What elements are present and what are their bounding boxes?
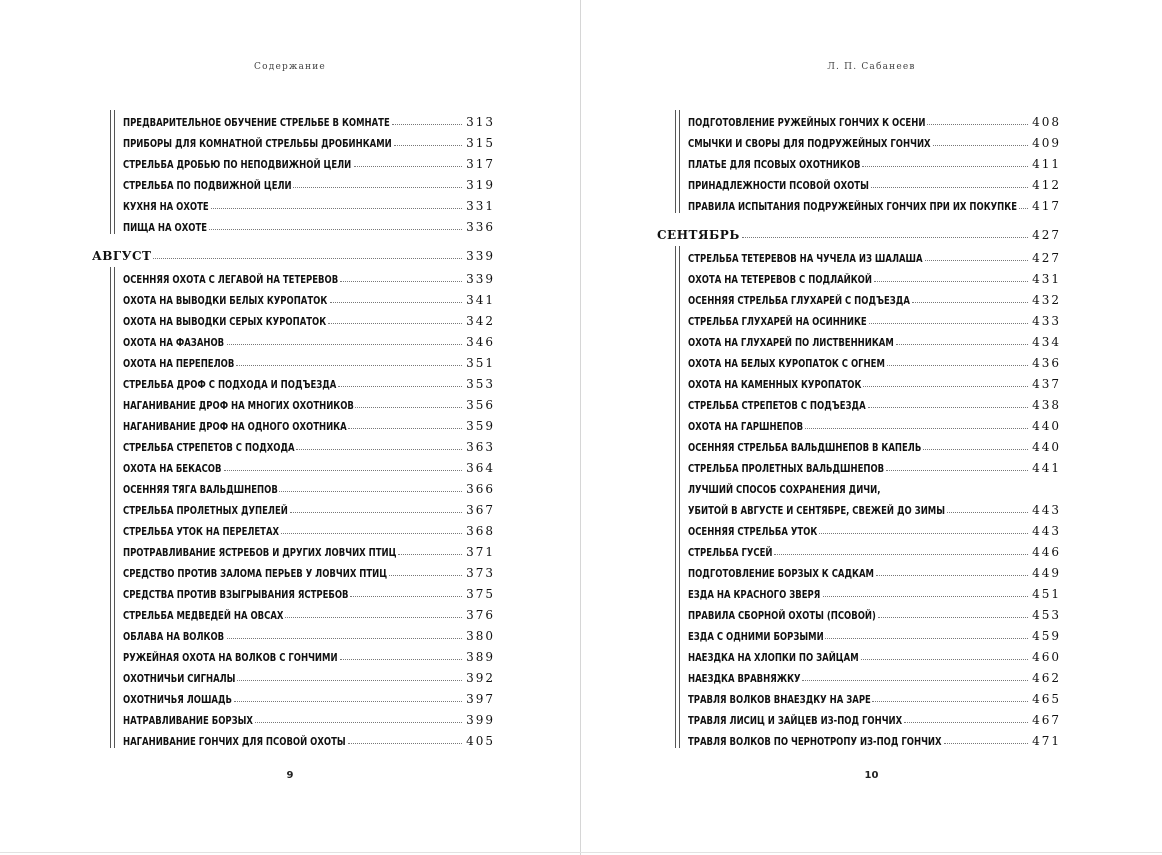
entry-title: ТРАВЛЯ ЛИСИЦ И ЗАЙЦЕВ ИЗ-ПОД ГОНЧИХ <box>688 715 903 727</box>
toc-entry <box>123 559 495 580</box>
toc-entry <box>123 433 495 454</box>
dot-leader <box>944 743 1029 744</box>
entry-title: ЕЗДА НА КРАСНОГО ЗВЕРЯ <box>688 589 821 601</box>
entry-title: НАГАНИВАНИЕ ДРОФ НА ОДНОГО ОХОТНИКА <box>123 421 347 433</box>
entry-page-number: 433 <box>1032 314 1061 328</box>
toc-entry <box>123 150 495 171</box>
entry-title: ОХОТА НА БЕЛЫХ КУРОПАТОК С ОГНЕМ <box>688 358 885 370</box>
entry-page-number: 449 <box>1032 566 1061 580</box>
entry-title: СТРЕЛЬБА ПРОЛЕТНЫХ ВАЛЬДШНЕПОВ <box>688 463 885 475</box>
dot-leader <box>925 260 1028 261</box>
toc-entry <box>688 706 1061 727</box>
entry-page-number: 462 <box>1032 671 1061 685</box>
toc-entry <box>123 307 495 328</box>
entry-page-number: 319 <box>466 178 495 192</box>
toc-entry <box>123 685 495 706</box>
entry-title: ОХОТНИЧЬЯ ЛОШАДЬ <box>123 694 232 706</box>
entry-title: ПОДГОТОВЛЕНИЕ РУЖЕЙНЫХ ГОНЧИХ К ОСЕНИ <box>688 117 926 129</box>
dot-leader <box>874 281 1028 282</box>
toc-entry <box>688 349 1061 370</box>
toc-entry <box>688 433 1061 454</box>
entry-title: ОХОТА НА ГАРШНЕПОВ <box>688 421 804 433</box>
entry-title: ОХОТА НА ПЕРЕПЕЛОВ <box>123 358 235 370</box>
dot-leader <box>224 470 463 471</box>
toc-entry <box>123 213 495 234</box>
entry-title: СТРЕЛЬБА ДРОБЬЮ ПО НЕПОДВИЖНОЙ ЦЕЛИ <box>123 159 352 171</box>
dot-leader <box>153 258 462 259</box>
entry-title: СМЫЧКИ И СВОРЫ ДЛЯ ПОДРУЖЕЙНЫХ ГОНЧИХ <box>688 138 931 150</box>
entry-page-number: 375 <box>466 587 495 601</box>
page-edge <box>0 852 1162 853</box>
toc-entry <box>123 643 495 664</box>
dot-leader <box>904 722 1028 723</box>
entry-page-number: 367 <box>466 503 495 517</box>
entry-title: СТРЕЛЬБА ПО ПОДВИЖНОЙ ЦЕЛИ <box>123 180 292 192</box>
entry-title: ПРИНАДЛЕЖНОСТИ ПСОВОЙ ОХОТЫ <box>688 180 869 192</box>
toc-entry <box>688 622 1061 643</box>
entry-title: УБИТОЙ В АВГУСТЕ И СЕНТЯБРЕ, СВЕЖЕЙ ДО ЗИМЫ <box>688 505 946 517</box>
entry-title: ОХОТА НА ВЫВОДКИ БЕЛЫХ КУРОПАТОК <box>123 295 328 307</box>
dot-leader <box>742 237 1028 238</box>
toc-entry <box>123 192 495 213</box>
toc-entry <box>123 412 495 433</box>
dot-leader <box>338 386 462 387</box>
dot-leader <box>290 512 462 513</box>
entry-title: ОСЕННЯЯ СТРЕЛЬБА ГЛУХАРЕЙ С ПОДЪЕЗДА <box>688 295 910 307</box>
right-page <box>581 0 1162 855</box>
entry-page-number: 368 <box>466 524 495 538</box>
entry-page-number: 373 <box>466 566 495 580</box>
toc-entry <box>688 328 1061 349</box>
entry-page-number: 467 <box>1032 713 1061 727</box>
toc-section-heading <box>92 242 495 263</box>
entry-title: ОСЕННЯЯ ТЯГА ВАЛЬДШНЕПОВ <box>123 484 278 496</box>
toc-entry <box>688 664 1061 685</box>
toc-entry <box>688 601 1061 622</box>
dot-leader <box>394 145 462 146</box>
entry-title: НАЕЗДКА НА ХЛОПКИ ПО ЗАЙЦАМ <box>688 652 859 664</box>
entry-page-number: 353 <box>466 377 495 391</box>
entry-title: КУХНЯ НА ОХОТЕ <box>123 201 209 213</box>
entry-title: ПРАВИЛА ИСПЫТАНИЯ ПОДРУЖЕЙНЫХ ГОНЧИХ ПРИ ИХ ПОКУПКЕ <box>688 201 1017 213</box>
entry-page-number: 408 <box>1032 115 1061 129</box>
toc-entry <box>123 664 495 685</box>
entry-page-number: 339 <box>466 272 495 286</box>
entry-title: ОСЕННЯЯ СТРЕЛЬБА УТОК <box>688 526 818 538</box>
toc-entry <box>123 454 495 475</box>
entry-page-number: 331 <box>466 199 495 213</box>
entry-title: СТРЕЛЬБА СТРЕПЕТОВ С ПОДХОДА <box>123 442 295 454</box>
entry-page-number: 397 <box>466 692 495 706</box>
dot-leader <box>871 187 1028 188</box>
entry-title: СТРЕЛЬБА ГЛУХАРЕЙ НА ОСИННИКЕ <box>688 316 867 328</box>
page-number: 9 <box>286 770 294 781</box>
dot-leader <box>862 166 1028 167</box>
entry-page-number: 411 <box>1032 157 1061 171</box>
entry-title: ОХОТА НА ГЛУХАРЕЙ ПО ЛИСТВЕННИКАМ <box>688 337 894 349</box>
dot-leader <box>236 365 462 366</box>
entry-page-number: 438 <box>1032 398 1061 412</box>
toc-entry <box>123 538 495 559</box>
entry-page-number: 313 <box>466 115 495 129</box>
entry-page-number: 465 <box>1032 692 1061 706</box>
entry-title: АВГУСТ <box>92 249 152 263</box>
dot-leader <box>227 344 463 345</box>
entry-title: СТРЕЛЬБА ГУСЕЙ <box>688 547 773 559</box>
dot-leader <box>227 638 463 639</box>
entry-page-number: 380 <box>466 629 495 643</box>
dot-leader <box>886 470 1028 471</box>
dot-leader <box>279 491 462 492</box>
entry-title: ПРЕДВАРИТЕЛЬНОЕ ОБУЧЕНИЕ СТРЕЛЬБЕ В КОМНАТЕ <box>123 117 390 129</box>
dot-leader <box>398 554 462 555</box>
toc-entry <box>123 108 495 129</box>
toc-entry <box>688 391 1061 412</box>
toc-entry <box>688 286 1061 307</box>
toc-entry <box>688 108 1061 129</box>
toc-entry <box>123 706 495 727</box>
dot-leader <box>933 145 1028 146</box>
entry-title: НАГАНИВАНИЕ ГОНЧИХ ДЛЯ ПСОВОЙ ОХОТЫ <box>123 736 346 748</box>
dot-leader <box>348 428 462 429</box>
entry-page-number: 446 <box>1032 545 1061 559</box>
toc-entry <box>123 370 495 391</box>
entry-title: СТРЕЛЬБА ДРОФ С ПОДХОДА И ПОДЪЕЗДА <box>123 379 337 391</box>
dot-leader <box>237 680 462 681</box>
toc-entry <box>688 538 1061 559</box>
dot-leader <box>234 701 462 702</box>
entry-page-number: 443 <box>1032 524 1061 538</box>
entry-page-number: 336 <box>466 220 495 234</box>
dot-leader <box>211 208 462 209</box>
toc-entry <box>688 265 1061 286</box>
entry-page-number: 392 <box>466 671 495 685</box>
entry-title: ПРИБОРЫ ДЛЯ КОМНАТНОЙ СТРЕЛЬБЫ ДРОБИНКАМИ <box>123 138 392 150</box>
entry-title: ТРАВЛЯ ВОЛКОВ ПО ЧЕРНОТРОПУ ИЗ-ПОД ГОНЧИХ <box>688 736 942 748</box>
toc-entry <box>123 475 495 496</box>
entry-page-number: 441 <box>1032 461 1061 475</box>
dot-leader <box>872 701 1028 702</box>
dot-leader <box>350 596 462 597</box>
toc-entry <box>688 559 1061 580</box>
dot-leader <box>209 229 462 230</box>
entry-page-number: 460 <box>1032 650 1061 664</box>
dot-leader <box>947 512 1028 513</box>
entry-page-number: 341 <box>466 293 495 307</box>
dot-leader <box>876 575 1028 576</box>
entry-page-number: 432 <box>1032 293 1061 307</box>
entry-page-number: 346 <box>466 335 495 349</box>
entry-page-number: 459 <box>1032 629 1061 643</box>
dot-leader <box>340 659 462 660</box>
toc-entry <box>688 454 1061 475</box>
dot-leader <box>296 449 462 450</box>
dot-leader <box>1019 208 1028 209</box>
entry-title: ПЛАТЬЕ ДЛЯ ПСОВЫХ ОХОТНИКОВ <box>688 159 861 171</box>
entry-page-number: 427 <box>1032 251 1061 265</box>
entry-title: ОХОТНИЧЬИ СИГНАЛЫ <box>123 673 236 685</box>
entry-page-number: 342 <box>466 314 495 328</box>
entry-page-number: 471 <box>1032 734 1061 748</box>
entry-title: СРЕДСТВА ПРОТИВ ВЗЫГРЫВАНИЯ ЯСТРЕБОВ <box>123 589 349 601</box>
entry-title: НАГАНИВАНИЕ ДРОФ НА МНОГИХ ОХОТНИКОВ <box>123 400 354 412</box>
entry-title: СЕНТЯБРЬ <box>657 228 740 242</box>
entry-page-number: 359 <box>466 419 495 433</box>
toc-entry <box>123 349 495 370</box>
entry-page-number: 440 <box>1032 419 1061 433</box>
entry-title: ОБЛАВА НА ВОЛКОВ <box>123 631 225 643</box>
entry-page-number: 431 <box>1032 272 1061 286</box>
entry-page-number: 399 <box>466 713 495 727</box>
dot-leader <box>285 617 462 618</box>
toc-entry <box>688 150 1061 171</box>
entry-title: ПОДГОТОВЛЕНИЕ БОРЗЫХ К САДКАМ <box>688 568 874 580</box>
dot-leader <box>869 323 1028 324</box>
entry-title: ОСЕННЯЯ СТРЕЛЬБА ВАЛЬДШНЕПОВ В КАПЕЛЬ <box>688 442 922 454</box>
entry-page-number: 366 <box>466 482 495 496</box>
dot-leader <box>805 428 1028 429</box>
section-bracket <box>110 110 111 234</box>
toc-entry <box>123 601 495 622</box>
left-page <box>0 0 580 855</box>
dot-leader <box>912 302 1028 303</box>
entry-page-number: 409 <box>1032 136 1061 150</box>
entry-title: РУЖЕЙНАЯ ОХОТА НА ВОЛКОВ С ГОНЧИМИ <box>123 652 338 664</box>
dot-leader <box>354 166 462 167</box>
toc-entry <box>688 244 1061 265</box>
dot-leader <box>802 680 1028 681</box>
dot-leader <box>255 722 462 723</box>
entry-page-number: 412 <box>1032 178 1061 192</box>
entry-page-number: 371 <box>466 545 495 559</box>
toc-entry <box>688 727 1061 748</box>
entry-page-number: 389 <box>466 650 495 664</box>
entry-title: ОХОТА НА КАМЕННЫХ КУРОПАТОК <box>688 379 862 391</box>
toc-entry <box>123 328 495 349</box>
dot-leader <box>392 124 462 125</box>
running-head: Л. П. Сабанеев <box>827 62 916 72</box>
toc-entry <box>688 517 1061 538</box>
dot-leader <box>330 302 463 303</box>
section-bracket <box>675 246 676 748</box>
dot-leader <box>887 365 1028 366</box>
entry-page-number: 339 <box>466 249 495 263</box>
dot-leader <box>281 533 462 534</box>
entry-page-number: 434 <box>1032 335 1061 349</box>
entry-page-number: 315 <box>466 136 495 150</box>
toc-entry <box>688 643 1061 664</box>
entry-title: ЕЗДА С ОДНИМИ БОРЗЫМИ <box>688 631 824 643</box>
dot-leader <box>825 638 1028 639</box>
entry-title: СТРЕЛЬБА МЕДВЕДЕЙ НА ОВСАХ <box>123 610 284 622</box>
dot-leader <box>823 596 1029 597</box>
entry-title: ТРАВЛЯ ВОЛКОВ ВНАЕЗДКУ НА ЗАРЕ <box>688 694 871 706</box>
entry-page-number: 451 <box>1032 587 1061 601</box>
toc-section-heading <box>657 221 1061 242</box>
toc-entry <box>688 129 1061 150</box>
dot-leader <box>355 407 462 408</box>
dot-leader <box>340 281 462 282</box>
entry-page-number: 417 <box>1032 199 1061 213</box>
entry-title: СТРЕЛЬБА СТРЕПЕТОВ С ПОДЪЕЗДА <box>688 400 866 412</box>
entry-title: ПИЩА НА ОХОТЕ <box>123 222 208 234</box>
entry-title: ОХОТА НА ФАЗАНОВ <box>123 337 225 349</box>
dot-leader <box>774 554 1028 555</box>
toc-entry <box>123 517 495 538</box>
entry-title: ОХОТА НА ВЫВОДКИ СЕРЫХ КУРОПАТОК <box>123 316 327 328</box>
dot-leader <box>868 407 1028 408</box>
toc-entry <box>688 171 1061 192</box>
dot-leader <box>927 124 1028 125</box>
toc-entry <box>123 129 495 150</box>
toc-entry <box>123 727 495 748</box>
dot-leader <box>878 617 1028 618</box>
dot-leader <box>348 743 462 744</box>
dot-leader <box>389 575 462 576</box>
entry-title: НАЕЗДКА ВРАВНЯЖКУ <box>688 673 801 685</box>
entry-title: НАТРАВЛИВАНИЕ БОРЗЫХ <box>123 715 253 727</box>
toc-entry <box>123 391 495 412</box>
toc-entry <box>123 580 495 601</box>
dot-leader <box>923 449 1028 450</box>
entry-page-number: 443 <box>1032 503 1061 517</box>
entry-title: ПРАВИЛА СБОРНОЙ ОХОТЫ (ПСОВОЙ) <box>688 610 876 622</box>
toc-entry <box>688 412 1061 433</box>
entry-page-number: 351 <box>466 356 495 370</box>
toc-entry <box>123 622 495 643</box>
dot-leader <box>328 323 462 324</box>
toc-entry <box>688 475 1061 496</box>
dot-leader <box>863 386 1028 387</box>
entry-title: ОСЕННЯЯ ОХОТА С ЛЕГАВОЙ НА ТЕТЕРЕВОВ <box>123 274 339 286</box>
toc-entry <box>688 580 1061 601</box>
toc-entry <box>688 307 1061 328</box>
entry-page-number: 317 <box>466 157 495 171</box>
page-number: 10 <box>864 770 879 781</box>
entry-page-number: 440 <box>1032 440 1061 454</box>
section-bracket <box>110 267 111 748</box>
entry-page-number: 363 <box>466 440 495 454</box>
entry-title: СТРЕЛЬБА ТЕТЕРЕВОВ НА ЧУЧЕЛА ИЗ ШАЛАША <box>688 253 923 265</box>
entry-title: ОХОТА НА БЕКАСОВ <box>123 463 222 475</box>
toc-entry <box>123 265 495 286</box>
entry-page-number: 437 <box>1032 377 1061 391</box>
toc-entry <box>688 496 1061 517</box>
toc-entry <box>123 496 495 517</box>
dot-leader <box>819 533 1028 534</box>
entry-title: ЛУЧШИЙ СПОСОБ СОХРАНЕНИЯ ДИЧИ, <box>688 484 881 496</box>
running-head: Содержание <box>254 62 326 72</box>
entry-title: СТРЕЛЬБА УТОК НА ПЕРЕЛЕТАХ <box>123 526 280 538</box>
toc-entry <box>688 370 1061 391</box>
toc-entry <box>123 286 495 307</box>
entry-title: ОХОТА НА ТЕТЕРЕВОВ С ПОДЛАЙКОЙ <box>688 274 872 286</box>
dot-leader <box>896 344 1028 345</box>
entry-page-number: 376 <box>466 608 495 622</box>
dot-leader <box>293 187 462 188</box>
toc-entry <box>688 685 1061 706</box>
entry-page-number: 356 <box>466 398 495 412</box>
section-bracket <box>675 110 676 213</box>
entry-page-number: 364 <box>466 461 495 475</box>
entry-title: ПРОТРАВЛИВАНИЕ ЯСТРЕБОВ И ДРУГИХ ЛОВЧИХ ПТИЦ <box>123 547 397 559</box>
toc-entry <box>123 171 495 192</box>
entry-page-number: 405 <box>466 734 495 748</box>
entry-title: СТРЕЛЬБА ПРОЛЕТНЫХ ДУПЕЛЕЙ <box>123 505 288 517</box>
entry-title: СРЕДСТВО ПРОТИВ ЗАЛОМА ПЕРЬЕВ У ЛОВЧИХ ПТИЦ <box>123 568 388 580</box>
toc-entry <box>688 192 1061 213</box>
entry-page-number: 436 <box>1032 356 1061 370</box>
entry-page-number: 427 <box>1032 228 1061 242</box>
dot-leader <box>861 659 1028 660</box>
entry-page-number: 453 <box>1032 608 1061 622</box>
